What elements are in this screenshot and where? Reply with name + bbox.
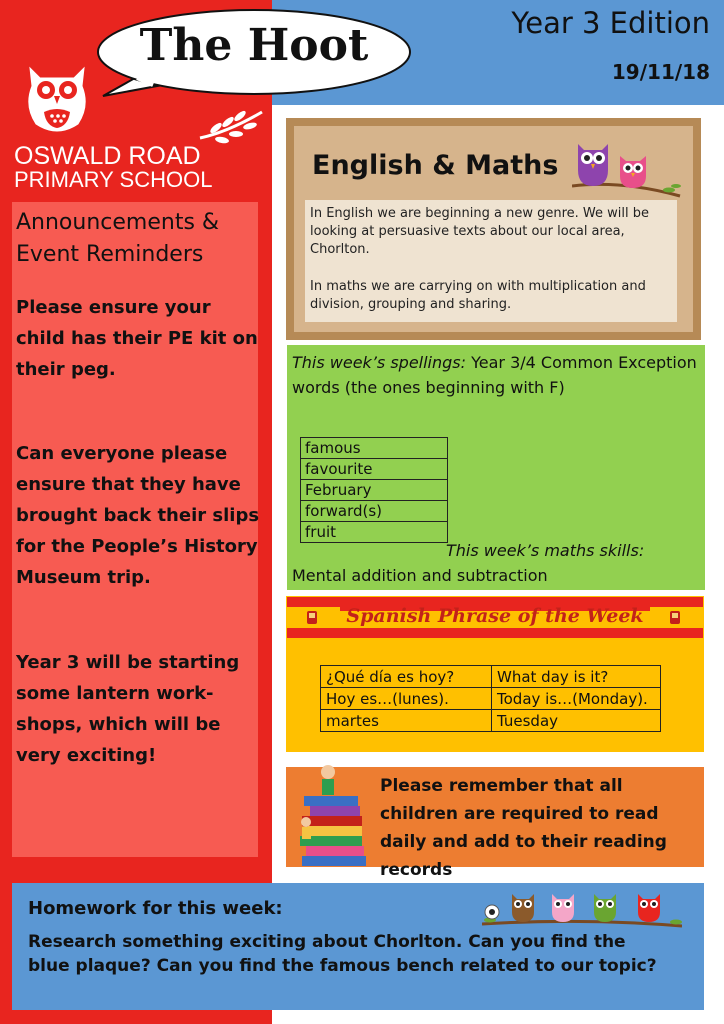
spelling-word: famous (301, 438, 448, 459)
flag-band-bottom (340, 628, 650, 638)
announcement-item: Please ensure your child has their PE kit on their peg. (16, 297, 258, 380)
spelling-word: forward(s) (301, 501, 448, 522)
spanish-phrase: ¿Qué día es hoy? (321, 666, 492, 688)
table-row (321, 666, 661, 688)
maths-paragraph: In maths we are carrying on with multiplication and division, grouping and sharing. (310, 279, 646, 312)
maths-skills-label: This week’s maths skills: (446, 541, 645, 560)
school-name-line1: OSWALD ROAD (14, 142, 201, 170)
owls-on-branch-icon (482, 888, 682, 932)
table-row (301, 501, 448, 522)
english-maths-title: English & Maths (312, 150, 559, 181)
homework-text: Research something exciting about Chorlton. Can you find the blue plaque? Can you find the famous bench related to our topic? (28, 932, 657, 976)
spanish-flag-icon (650, 597, 703, 638)
spellings-label: This week’s spellings: (292, 353, 467, 372)
table-row (321, 710, 661, 732)
table-row (321, 688, 661, 710)
maths-skills-text: Mental addition and subtraction (292, 566, 548, 585)
spanish-table (320, 665, 661, 732)
spanish-phrase: Hoy es…(lunes). (321, 688, 492, 710)
spelling-word: February (301, 480, 448, 501)
english-translation: Today is…(Monday). (492, 688, 661, 710)
table-row (301, 438, 448, 459)
spelling-word: fruit (301, 522, 448, 543)
reading-reminder: Please remember that all children are required to read daily and add to their reading records (380, 776, 667, 880)
table-row (301, 480, 448, 501)
announcement-item: Year 3 will be starting some lantern work-shops, which will be very exciting! (16, 652, 240, 766)
table-row (301, 459, 448, 480)
maths-skills (292, 538, 700, 588)
school-name-line2: PRIMARY SCHOOL (14, 167, 213, 192)
english-translation: Tuesday (492, 710, 661, 732)
announcements-title: Announcements & Event Reminders (16, 210, 220, 267)
spellings-table (300, 437, 448, 543)
school-name (14, 144, 224, 192)
owls-icon (572, 140, 682, 202)
homework-title: Homework for this week: (28, 898, 283, 919)
english-translation: What day is it? (492, 666, 661, 688)
spellings-intro (292, 350, 700, 400)
spelling-word: favourite (301, 459, 448, 480)
spanish-flag-icon (287, 597, 340, 638)
spanish-phrase: martes (321, 710, 492, 732)
issue-date: 19/11/18 (611, 60, 710, 84)
english-paragraph: In English we are beginning a new genre. We will be looking at persuasive texts about our local area, Chorlton. (310, 206, 650, 257)
newsletter-title: The Hoot (139, 20, 369, 71)
laurel-branch-icon (198, 108, 264, 144)
announcement-item: Can everyone please ensure that they have brought back their slips for the People’s History Museum trip. (16, 443, 260, 588)
spellings-text: Year 3/4 Common Exception words (the ones beginning with F) (292, 353, 697, 397)
books-kids-icon (296, 760, 374, 870)
owl-logo-icon (22, 62, 92, 138)
spanish-title: Spanish Phrase of the Week (346, 605, 644, 627)
edition-label: Year 3 Edition (511, 6, 710, 40)
